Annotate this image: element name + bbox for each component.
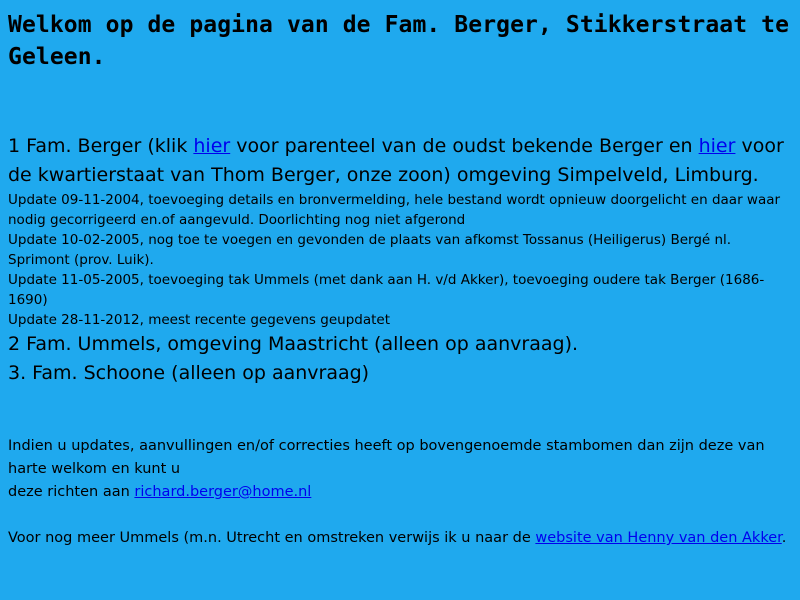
contact-prefix: deze richten aan (8, 484, 135, 500)
page-title: Welkom op de pagina van de Fam. Berger, Stikkerstraat te Geleen. (8, 12, 790, 70)
contact-section (8, 435, 792, 504)
email-link[interactable]: richard.berger@home.nl (134, 484, 312, 500)
update-item: Update 28-11-2012, meest recente gegevens geupdatet (8, 312, 390, 328)
more-ummels-section (8, 527, 792, 550)
more-suffix: . (781, 530, 787, 546)
update-item: Update 09-11-2004, toevoeging details en bronvermelding, hele bestand wordt opnieuw doorgelicht en daar waar nodig gecorrigeerd en.of aangevuld. Doorlichting nog niet afgerond (8, 192, 781, 228)
fam1-prefix: 1 Fam. Berger (klik (8, 135, 194, 157)
update-list (8, 190, 792, 330)
fam1-middle: voor parenteel van de oudst bekende Berger en (230, 135, 699, 157)
update-item: Update 10-02-2005, nog toe te voegen en gevonden de plaats van afkomst Tossanus (Heiligerus) Bergé nl. Sprimont (prov. Luik). (8, 232, 732, 268)
henny-website-link[interactable]: website van Henny van den Akker (535, 530, 782, 546)
parenteel-link[interactable]: hier (193, 135, 231, 157)
family-ummels-entry: 2 Fam. Ummels, omgeving Maastricht (alleen op aanvraag). (8, 333, 579, 355)
contact-line (8, 481, 792, 504)
kwartierstaat-link[interactable]: hier (698, 135, 736, 157)
family-schoone-entry: 3. Fam. Schoone (alleen op aanvraag) (8, 362, 370, 384)
update-item: Update 11-05-2005, toevoeging tak Ummels (met dank aan H. v/d Akker), toevoeging oudere tak Berger (1686-1690) (8, 272, 765, 308)
more-prefix: Voor nog meer Ummels (m.n. Utrecht en omstreken verwijs ik u naar de (8, 530, 536, 546)
family-berger-entry (8, 132, 792, 190)
fam1-suffix: voor de kwartierstaat van Thom Berger, onze zoon) omgeving Simpelveld, Limburg. (8, 135, 784, 186)
contact-text: Indien u updates, aanvullingen en/of correcties heeft op bovengenoemde stambomen dan zijn deze van harte welkom en kunt u (8, 438, 765, 477)
